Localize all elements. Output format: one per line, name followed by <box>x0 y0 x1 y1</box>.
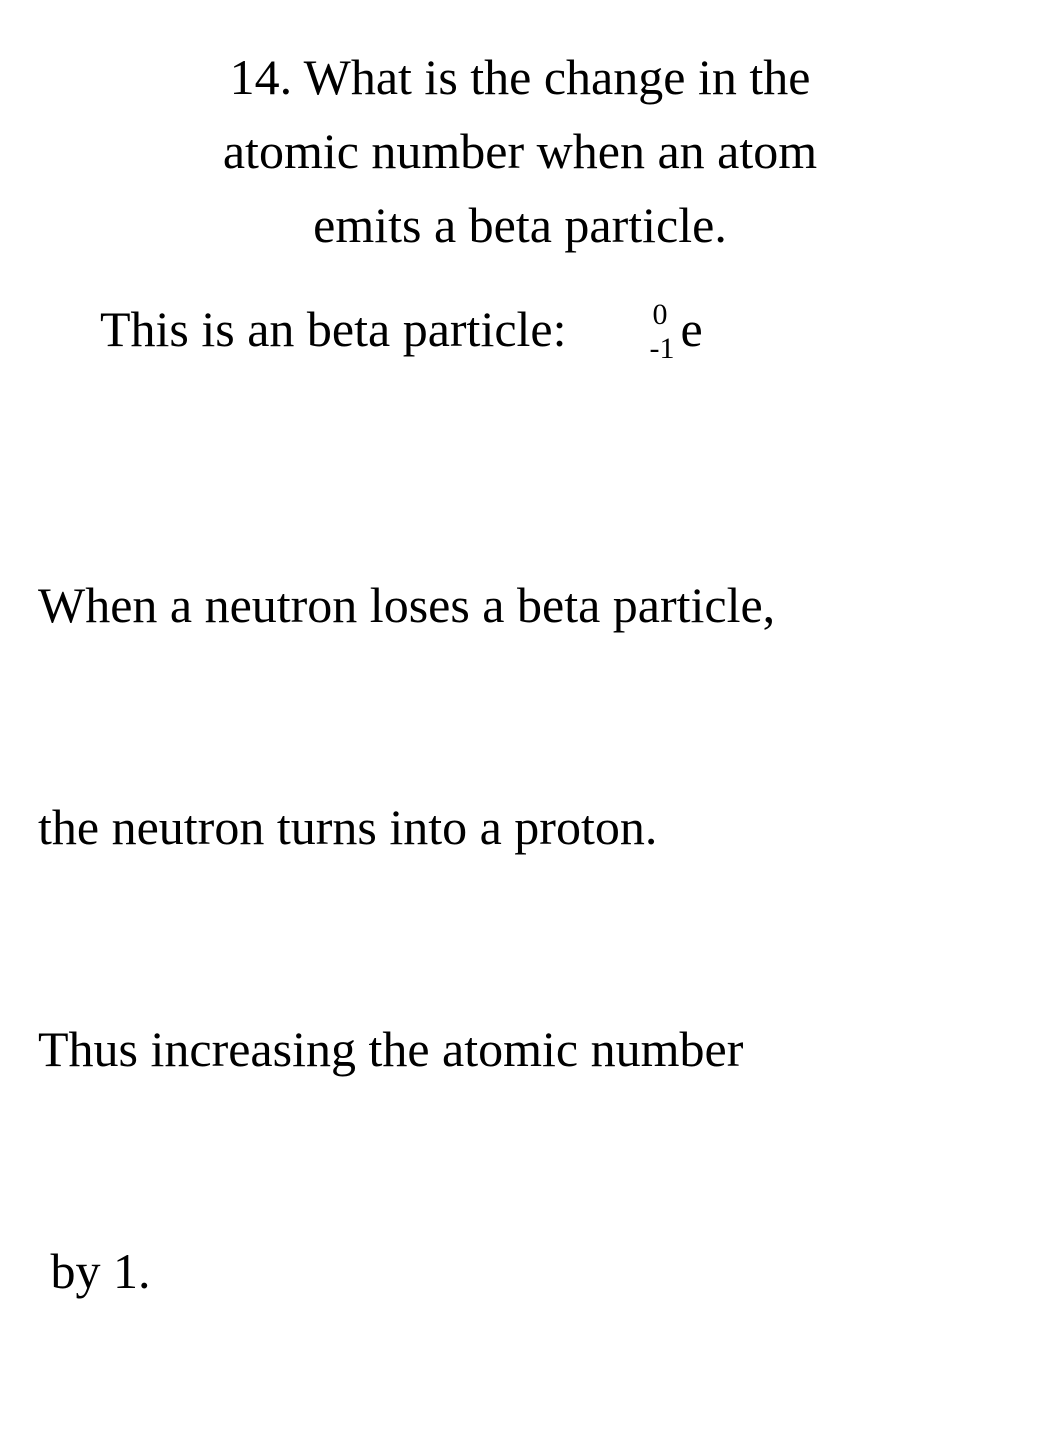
question-line: 14. What is the change in the <box>229 49 811 105</box>
beta-particle-definition <box>100 292 703 374</box>
explanation-line: Thus increasing the atomic number <box>38 1021 744 1077</box>
answer-explanation <box>38 420 775 1456</box>
question-line: emits a beta particle. <box>313 197 727 253</box>
question-text <box>0 40 1040 262</box>
explanation-line: the neutron turns into a proton. <box>38 799 658 855</box>
mass-number: 0 <box>652 298 668 331</box>
explanation-line: When a neutron loses a beta particle, <box>38 577 776 633</box>
charge-number: -1 <box>649 332 675 365</box>
beta-particle-notation <box>649 292 703 374</box>
explanation-line: by 1. <box>38 1243 151 1299</box>
electron-symbol: e <box>680 301 703 357</box>
question-line: atomic number when an atom <box>222 123 818 179</box>
definition-label: This is an beta particle: <box>100 301 567 357</box>
